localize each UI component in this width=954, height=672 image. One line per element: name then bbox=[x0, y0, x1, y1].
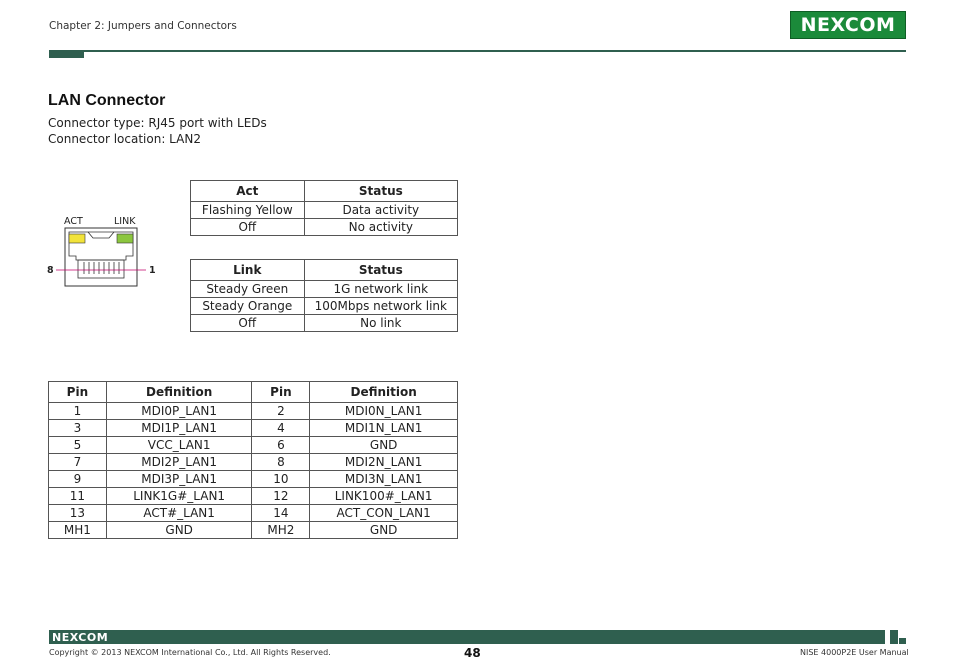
table-cell: 12 bbox=[252, 488, 310, 505]
table-cell: No link bbox=[304, 315, 457, 332]
table-cell: MH1 bbox=[49, 522, 107, 539]
table-cell: Data activity bbox=[304, 202, 457, 219]
table-cell: ACT#_LAN1 bbox=[106, 505, 252, 522]
table-cell: Steady Orange bbox=[191, 298, 305, 315]
table-row bbox=[191, 298, 458, 315]
header-divider bbox=[84, 50, 906, 52]
table-cell: 14 bbox=[252, 505, 310, 522]
table-cell: MDI3N_LAN1 bbox=[310, 471, 458, 488]
header-cell: Status bbox=[304, 260, 457, 281]
table-cell: 8 bbox=[252, 454, 310, 471]
manual-title: NISE 4000P2E User Manual bbox=[800, 648, 909, 657]
table-header-row bbox=[191, 260, 458, 281]
act-status-table bbox=[190, 180, 458, 236]
chapter-title: Chapter 2: Jumpers and Connectors bbox=[49, 20, 237, 32]
pin-8-label: 8 bbox=[47, 265, 54, 276]
table-cell: MDI3P_LAN1 bbox=[106, 471, 252, 488]
table-cell: 11 bbox=[49, 488, 107, 505]
pin-1-label: 1 bbox=[149, 265, 156, 276]
table-cell: 100Mbps network link bbox=[304, 298, 457, 315]
act-led bbox=[69, 234, 85, 243]
table-row bbox=[49, 505, 458, 522]
table-row bbox=[49, 488, 458, 505]
table-cell: Steady Green bbox=[191, 281, 305, 298]
table-cell: No activity bbox=[304, 219, 457, 236]
nexcom-logo: NEXCOM bbox=[790, 11, 906, 39]
header-cell: Definition bbox=[310, 382, 458, 403]
table-row bbox=[49, 403, 458, 420]
table-cell: 4 bbox=[252, 420, 310, 437]
table-header-row bbox=[49, 382, 458, 403]
table-cell: Off bbox=[191, 315, 305, 332]
table-header-row bbox=[191, 181, 458, 202]
link-led bbox=[117, 234, 133, 243]
table-cell: Flashing Yellow bbox=[191, 202, 305, 219]
table-row bbox=[191, 202, 458, 219]
table-cell: LINK1G#_LAN1 bbox=[106, 488, 252, 505]
section-title: LAN Connector bbox=[48, 92, 166, 109]
table-row bbox=[191, 315, 458, 332]
table-cell: 1 bbox=[49, 403, 107, 420]
table-cell: 5 bbox=[49, 437, 107, 454]
header-cell: Link bbox=[191, 260, 305, 281]
pin-definition-table bbox=[48, 381, 458, 539]
act-label: ACT bbox=[64, 216, 83, 227]
table-row bbox=[191, 219, 458, 236]
table-cell: Off bbox=[191, 219, 305, 236]
table-row bbox=[49, 420, 458, 437]
table-cell: 7 bbox=[49, 454, 107, 471]
header-tab-accent bbox=[49, 50, 84, 58]
table-row bbox=[49, 454, 458, 471]
table-cell: ACT_CON_LAN1 bbox=[310, 505, 458, 522]
header-cell: Status bbox=[304, 181, 457, 202]
table-row bbox=[49, 522, 458, 539]
table-row bbox=[191, 281, 458, 298]
header-cell: Pin bbox=[49, 382, 107, 403]
footer-logo: NEXCOM bbox=[52, 631, 109, 644]
copyright-notice: Copyright © 2013 NEXCOM International Co., Ltd. All Rights Reserved. bbox=[49, 648, 331, 657]
table-row bbox=[49, 471, 458, 488]
footer-bar bbox=[49, 630, 885, 644]
table-cell: MDI2P_LAN1 bbox=[106, 454, 252, 471]
table-cell: 6 bbox=[252, 437, 310, 454]
header-cell: Definition bbox=[106, 382, 252, 403]
footer-corner-mark bbox=[899, 638, 906, 644]
rj45-connector-diagram bbox=[56, 226, 146, 290]
table-cell: MDI2N_LAN1 bbox=[310, 454, 458, 471]
link-status-table bbox=[190, 259, 458, 332]
table-cell: 1G network link bbox=[304, 281, 457, 298]
table-row bbox=[49, 437, 458, 454]
table-cell: MH2 bbox=[252, 522, 310, 539]
table-cell: 9 bbox=[49, 471, 107, 488]
table-cell: LINK100#_LAN1 bbox=[310, 488, 458, 505]
table-cell: GND bbox=[310, 522, 458, 539]
table-cell: 2 bbox=[252, 403, 310, 420]
table-cell: 13 bbox=[49, 505, 107, 522]
link-label: LINK bbox=[114, 216, 136, 227]
table-cell: MDI0N_LAN1 bbox=[310, 403, 458, 420]
connector-type: Connector type: RJ45 port with LEDs bbox=[48, 116, 267, 130]
page-number: 48 bbox=[464, 646, 481, 660]
table-cell: MDI1P_LAN1 bbox=[106, 420, 252, 437]
connector-location: Connector location: LAN2 bbox=[48, 132, 201, 146]
table-cell: GND bbox=[106, 522, 252, 539]
table-cell: 10 bbox=[252, 471, 310, 488]
table-cell: 3 bbox=[49, 420, 107, 437]
table-cell: VCC_LAN1 bbox=[106, 437, 252, 454]
footer-corner-mark bbox=[890, 630, 898, 644]
header-cell: Act bbox=[191, 181, 305, 202]
table-cell: GND bbox=[310, 437, 458, 454]
table-cell: MDI1N_LAN1 bbox=[310, 420, 458, 437]
header-cell: Pin bbox=[252, 382, 310, 403]
table-cell: MDI0P_LAN1 bbox=[106, 403, 252, 420]
